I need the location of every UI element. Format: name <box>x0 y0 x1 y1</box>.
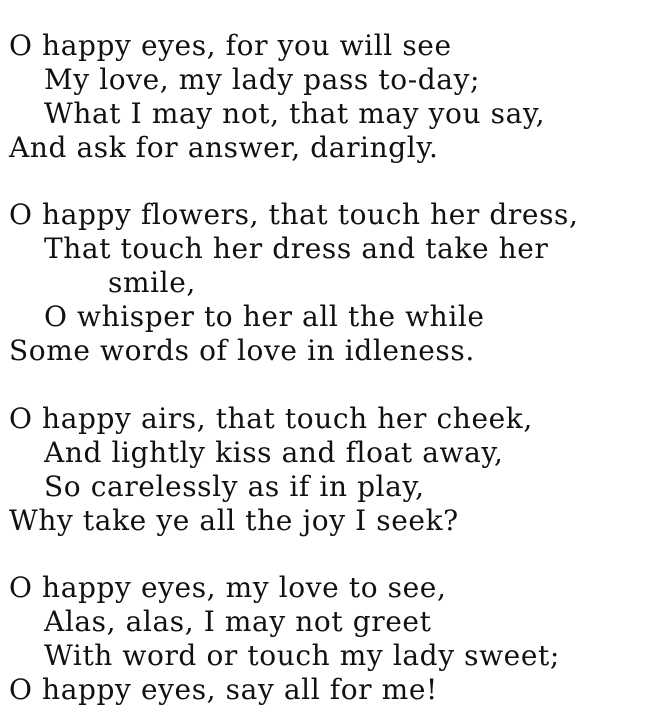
stanza-1-line-1: O happy eyes, for you will see <box>9 29 452 62</box>
stanza-3-line-4: Why take ye all the joy I seek? <box>9 504 459 537</box>
stanza-4-line-4: O happy eyes, say all for me! <box>9 673 438 706</box>
stanza-3-line-1: O happy airs, that touch her cheek, <box>9 402 533 435</box>
stanza-3-line-3: So carelessly as if in play, <box>44 470 425 503</box>
stanza-1-line-4: And ask for answer, daringly. <box>9 131 439 164</box>
stanza-2-line-1: O happy flowers, that touch her dress, <box>9 198 579 231</box>
stanza-2-line-2: That touch her dress and take her <box>44 232 549 265</box>
stanza-2-line-3: smile, <box>108 266 196 299</box>
stanza-1-line-3: What I may not, that may you say, <box>44 97 546 130</box>
stanza-3-line-2: And lightly kiss and float away, <box>44 436 504 469</box>
stanza-4-line-2: Alas, alas, I may not greet <box>44 605 432 638</box>
stanza-4-line-3: With word or touch my lady sweet; <box>44 639 560 672</box>
stanza-4-line-1: O happy eyes, my love to see, <box>9 571 447 604</box>
stanza-1-line-2: My love, my lady pass to-day; <box>44 63 481 96</box>
stanza-2-line-5: Some words of love in idleness. <box>9 334 475 367</box>
stanza-2-line-4: O whisper to her all the while <box>44 300 485 333</box>
